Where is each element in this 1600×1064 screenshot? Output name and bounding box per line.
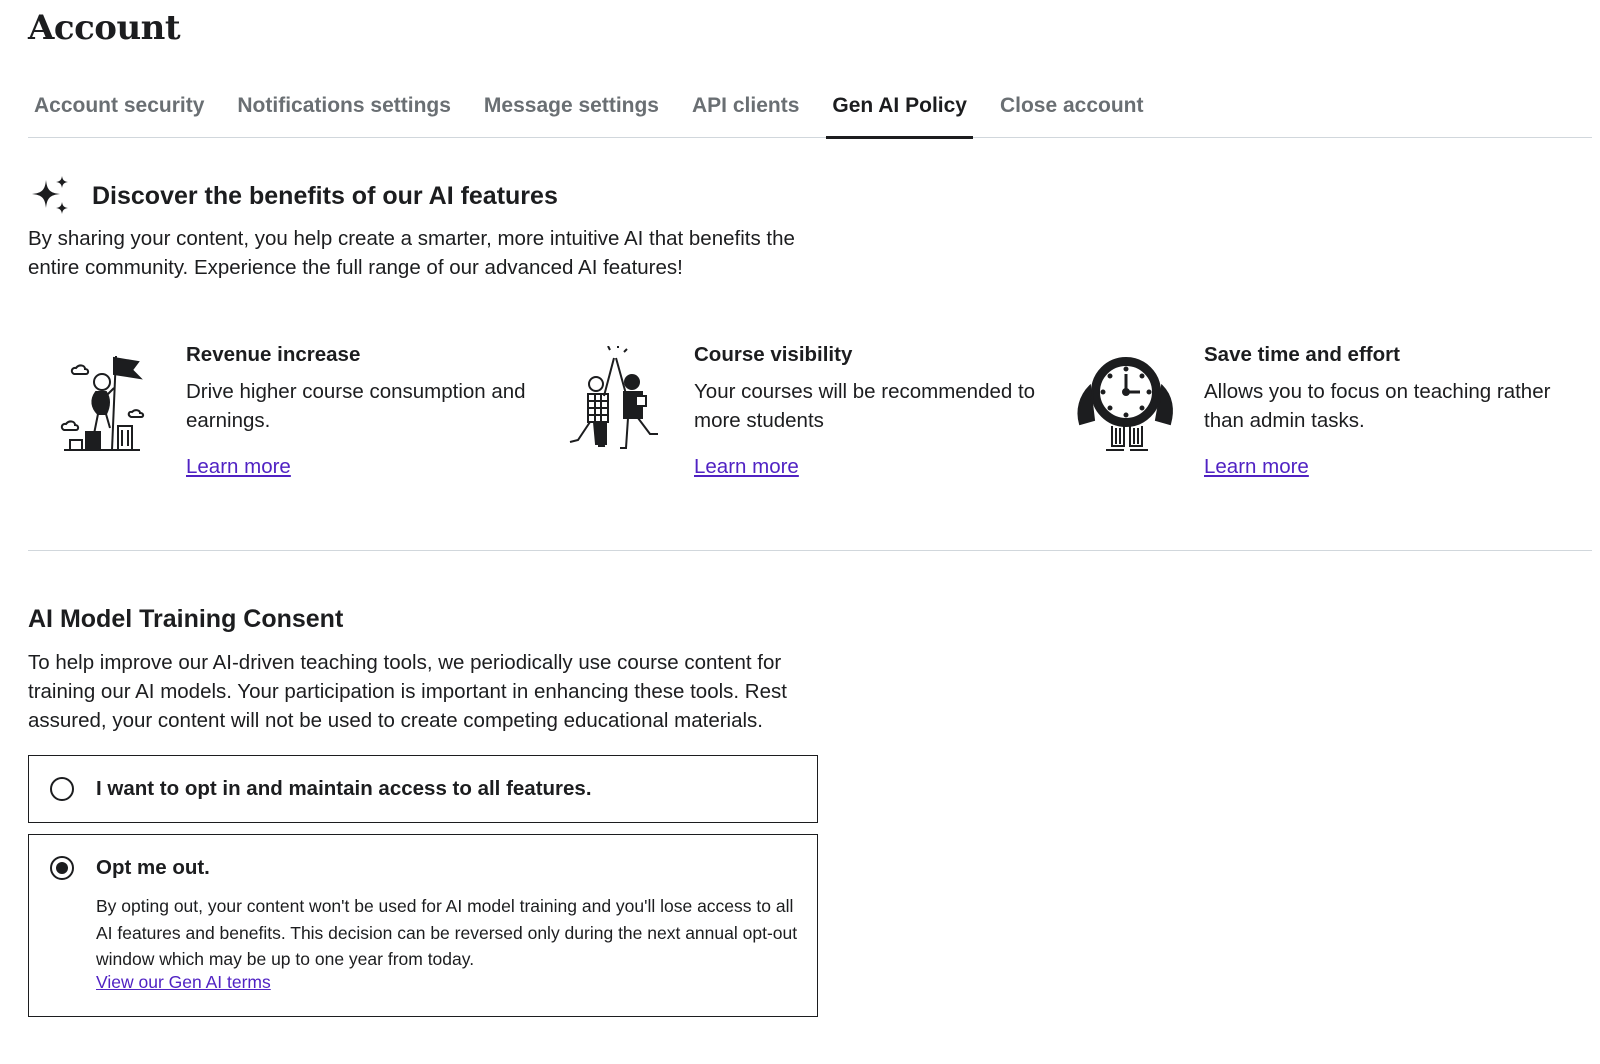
benefit-card-visibility [564, 340, 1064, 500]
opt-out-description: By opting out, your content won't be used for AI model training and you'll lose access to all AI features and benefits. This decision can be reversed only during the next annual opt-out window which may be up to one year from today. [96, 896, 798, 969]
opt-out-option[interactable] [28, 834, 818, 1017]
tab-message-settings[interactable]: Message settings [483, 94, 659, 117]
tab-api-clients[interactable]: API clients [692, 94, 800, 117]
tab-account-security[interactable]: Account security [34, 94, 205, 117]
gen-ai-terms-link[interactable]: View our Gen AI terms [96, 972, 271, 992]
opt-in-option[interactable] [28, 755, 818, 823]
tab-gen-ai-policy[interactable]: Gen AI Policy [826, 92, 973, 137]
benefit-card-save-time [1074, 340, 1574, 500]
opt-out-label: Opt me out. [96, 856, 210, 879]
learn-more-link[interactable]: Learn more [186, 455, 291, 478]
benefit-title: Course visibility [694, 343, 853, 366]
opt-in-label: I want to opt in and maintain access to all features. [96, 777, 592, 800]
flag-climber-illustration [56, 346, 160, 458]
learn-more-link[interactable]: Learn more [694, 455, 799, 478]
consent-description: To help improve our AI-driven teaching tools, we periodically use course content for training our AI models. Your participation is important in enhancing these tools. Rest assured, your content will not be used to create competing educational materials. [28, 651, 787, 732]
discover-description: By sharing your content, you help create a smarter, more intuitive AI that benefits the entire community. Experience the full range of our advanced AI features! [28, 227, 795, 279]
sparkle-icon [28, 174, 72, 218]
opt-in-radio[interactable] [50, 777, 74, 801]
high-five-illustration [564, 346, 668, 458]
benefit-description: Your courses will be recommended to more students [694, 380, 1036, 432]
discover-header [28, 174, 558, 218]
learn-more-link[interactable]: Learn more [1204, 455, 1309, 478]
benefit-description: Allows you to focus on teaching rather than admin tasks. [1204, 380, 1551, 432]
benefit-title: Revenue increase [186, 343, 361, 366]
benefit-description: Drive higher course consumption and earnings. [186, 380, 526, 432]
benefit-title: Save time and effort [1204, 343, 1400, 366]
discover-title: Discover the benefits of our AI features [92, 181, 558, 210]
section-divider [28, 550, 1592, 551]
opt-out-radio[interactable] [50, 856, 74, 880]
consent-title: AI Model Training Consent [28, 605, 344, 633]
account-tabs [28, 92, 1592, 138]
page-title: Account [28, 8, 181, 48]
benefit-card-revenue [56, 340, 556, 500]
tab-notifications-settings[interactable]: Notifications settings [237, 94, 451, 117]
benefits-row [56, 340, 1576, 500]
clock-character-illustration [1074, 346, 1178, 458]
tab-close-account[interactable]: Close account [999, 94, 1144, 117]
